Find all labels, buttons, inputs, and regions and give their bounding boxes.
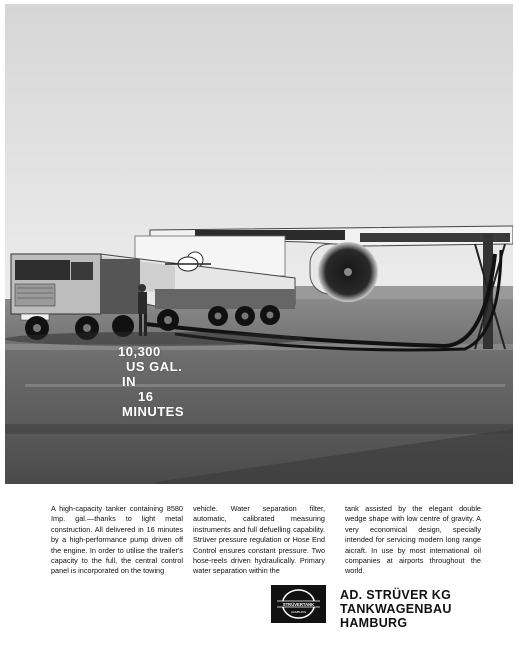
headline-line-1: 10,300	[118, 344, 161, 359]
company-line-2: TANKWAGENBAU	[340, 602, 452, 616]
body-text-column-1: A high-capacity tanker containing 8580 Imp. gal.—thanks to light metal construction. All delivered in 16 minutes by a high-performance pump driven off the engine. In order to utilise the trailer's capacity to the full, the central control panel is incorporated on the towing	[51, 504, 183, 576]
headline-line-3: IN	[122, 374, 136, 389]
logo-top-text: STRÜVERTANK	[282, 601, 315, 607]
body-text-column-3: tank assisted by the elegant double wedge shape with low centre of gravity. A very economical design, specially intended for servicing modern long range aicraft. In use by most international oil companies at airports throughout the world.	[345, 504, 481, 576]
headline-line-4: 16	[138, 389, 154, 404]
struvertank-logo	[271, 585, 326, 623]
headline-line-2: US GAL.	[126, 359, 183, 374]
logo-bottom-text: HAMBURG	[290, 610, 307, 614]
tanker-aircraft-scene	[5, 4, 513, 484]
company-name-block	[340, 588, 452, 630]
headline	[118, 344, 184, 419]
headline-line-5: MINUTES	[122, 404, 184, 419]
advertisement-photo	[5, 4, 513, 484]
struvertank-emblem-icon	[271, 585, 326, 623]
company-line-1: AD. STRÜVER KG	[340, 588, 452, 602]
company-line-3: HAMBURG	[340, 616, 408, 630]
body-text-column-2: vehicle. Water separation filter, automatic, calibrated measuring instruments and full defuelling capability. Strüver pressure regulation or Hose End Control ensures constant pressure. Two hose-reels driven hydraulically. Primary water separation within the	[193, 504, 325, 576]
